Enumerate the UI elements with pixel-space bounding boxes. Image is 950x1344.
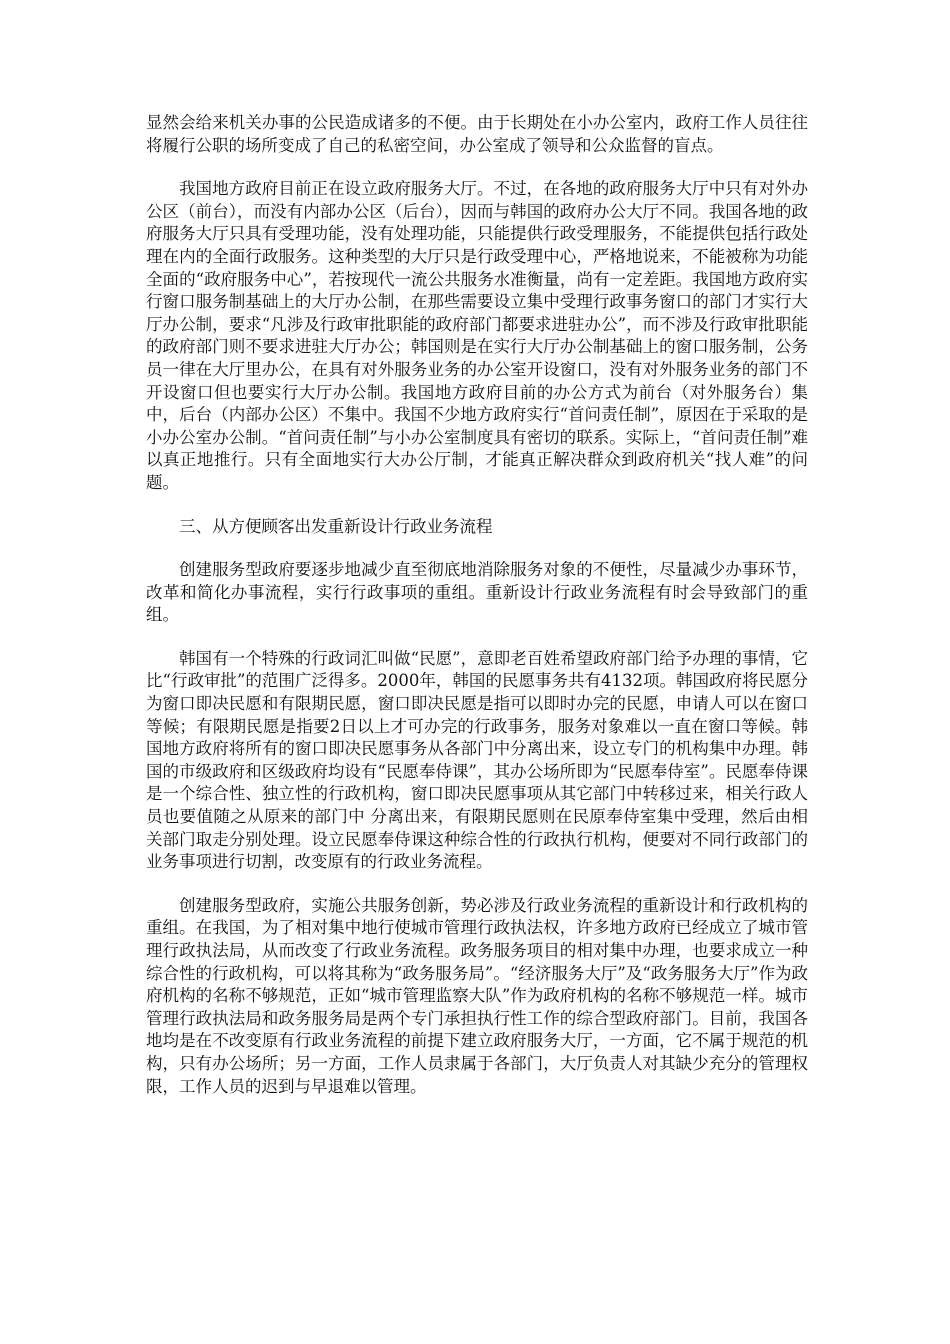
- paragraph-5: 创建服务型政府，实施公共服务创新，势必涉及行政业务流程的重新设计和行政机构的重组。在我国，为了相对集中地行使城市管理行政执法权，许多地方政府已经成立了城市管理行政执法局，从而改变了行政业务流程。政务服务项目的相对集中办理，也要求成立一种综合性的行政机构，可以将其称为“政务服务局”。“经济服务大厅”及“政务服务大厅”作为政府机构的名称不够规范，正如“城市管理监察大队”作为政府机构的名称不够规范一样。城市管理行政执法局和政务服务局是两个专门承担执行性工作的综合型政府部门。目前，我国各地均是在不改变原有行政业务流程的前提下建立政府服务大厅，一方面，它不属于规范的机构，只有办公场所；另一方面，工作人员隶属于各部门，大厅负责人对其缺少充分的管理权限，工作人员的迟到与早退难以管理。: [146, 895, 808, 1096]
- paragraph-1: 显然会给来机关办事的公民造成诸多的不便。由于长期处在小办公室内，政府工作人员往往将履行公职的场所变成了自己的私密空间，办公室成了领导和公众监督的盲点。: [146, 113, 808, 155]
- document-body: [146, 112, 808, 1119]
- paragraph-2: 我国地方政府目前正在设立政府服务大厅。不过，在各地的政府服务大厅中只有对外办公区（前台），而没有内部办公区（后台），因而与韩国的政府办公大厅不同。我国各地的政府服务大厅只具有受理功能，没有处理功能，只能提供行政受理服务，不能提供包括行政处理在内的全面行政服务。这种类型的大厅只是行政受理中心，严格地说来，不能被称为功能全面的“政府服务中心”，若按现代一流公共服务水准衡量，尚有一定差距。我国地方政府实行窗口服务制基础上的大厅办公制，在那些需要设立集中受理行政事务窗口的部门才实行大厅办公制，要求“凡涉及行政审批职能的政府部门都要求进驻办公”，而不涉及行政审批职能的政府部门则不要求进驻大厅办公；韩国则是在实行大厅办公制基础上的窗口服务制，公务员一律在大厅里办公，在具有对外服务业务的办公室开设窗口，没有对外服务业务的部门不开设窗口但也要实行大厅办公制。我国地方政府目前的办公方式为前台（对外服务台）集中，后台（内部办公区）不集中。我国不少地方政府实行“首问责任制”，原因在于采取的是小办公室办公制。“首问责任制”与小办公室制度具有密切的联系。实际上，“首问责任制”难以真正地推行。只有全面地实行大办公厅制，才能真正解决群众到政府机关“找人难”的问题。: [146, 179, 808, 492]
- paragraph-4: 韩国有一个特殊的行政词汇叫做“民愿”，意即老百姓希望政府部门给予办理的事情，它比“行政审批”的范围广泛得多。2000年，韩国的民愿事务共有4132项。韩国政府将民愿分为窗口即决民愿和有限期民愿，窗口即决民愿是指可以即时办完的民愿，申请人可以在窗口等候；有限期民愿是指要2日以上才可办完的行政事务，服务对象难以一直在窗口等候。韩国地方政府将所有的窗口即决民愿事务从各部门中分离出来，设立专门的机构集中办理。韩国的市级政府和区级政府均设有“民愿奉侍课”，其办公场所即为“民愿奉侍室”。民愿奉侍课是一个综合性、独立性的行政机构，窗口即决民愿事项从其它部门中转移过来，相关行政人员也要值随之从原来的部门中 分离出来，有限期民愿则在民原奉侍室集中受理，然后由相关部门取走分别处理。设立民愿奉侍课这种综合性的行政执行机构，便要对不同行政部门的业务事项进行切割，改变原有的行政业务流程。: [146, 648, 808, 872]
- paragraph-3: 创建服务型政府要逐步地减少直至彻底地消除服务对象的不便性，尽量减少办事环节，改革和简化办事流程，实行行政事项的重组。重新设计行政业务流程有时会导致部门的重组。: [146, 560, 808, 625]
- section-heading-3: 三、从方便顾客出发重新设计行政业务流程: [179, 516, 493, 536]
